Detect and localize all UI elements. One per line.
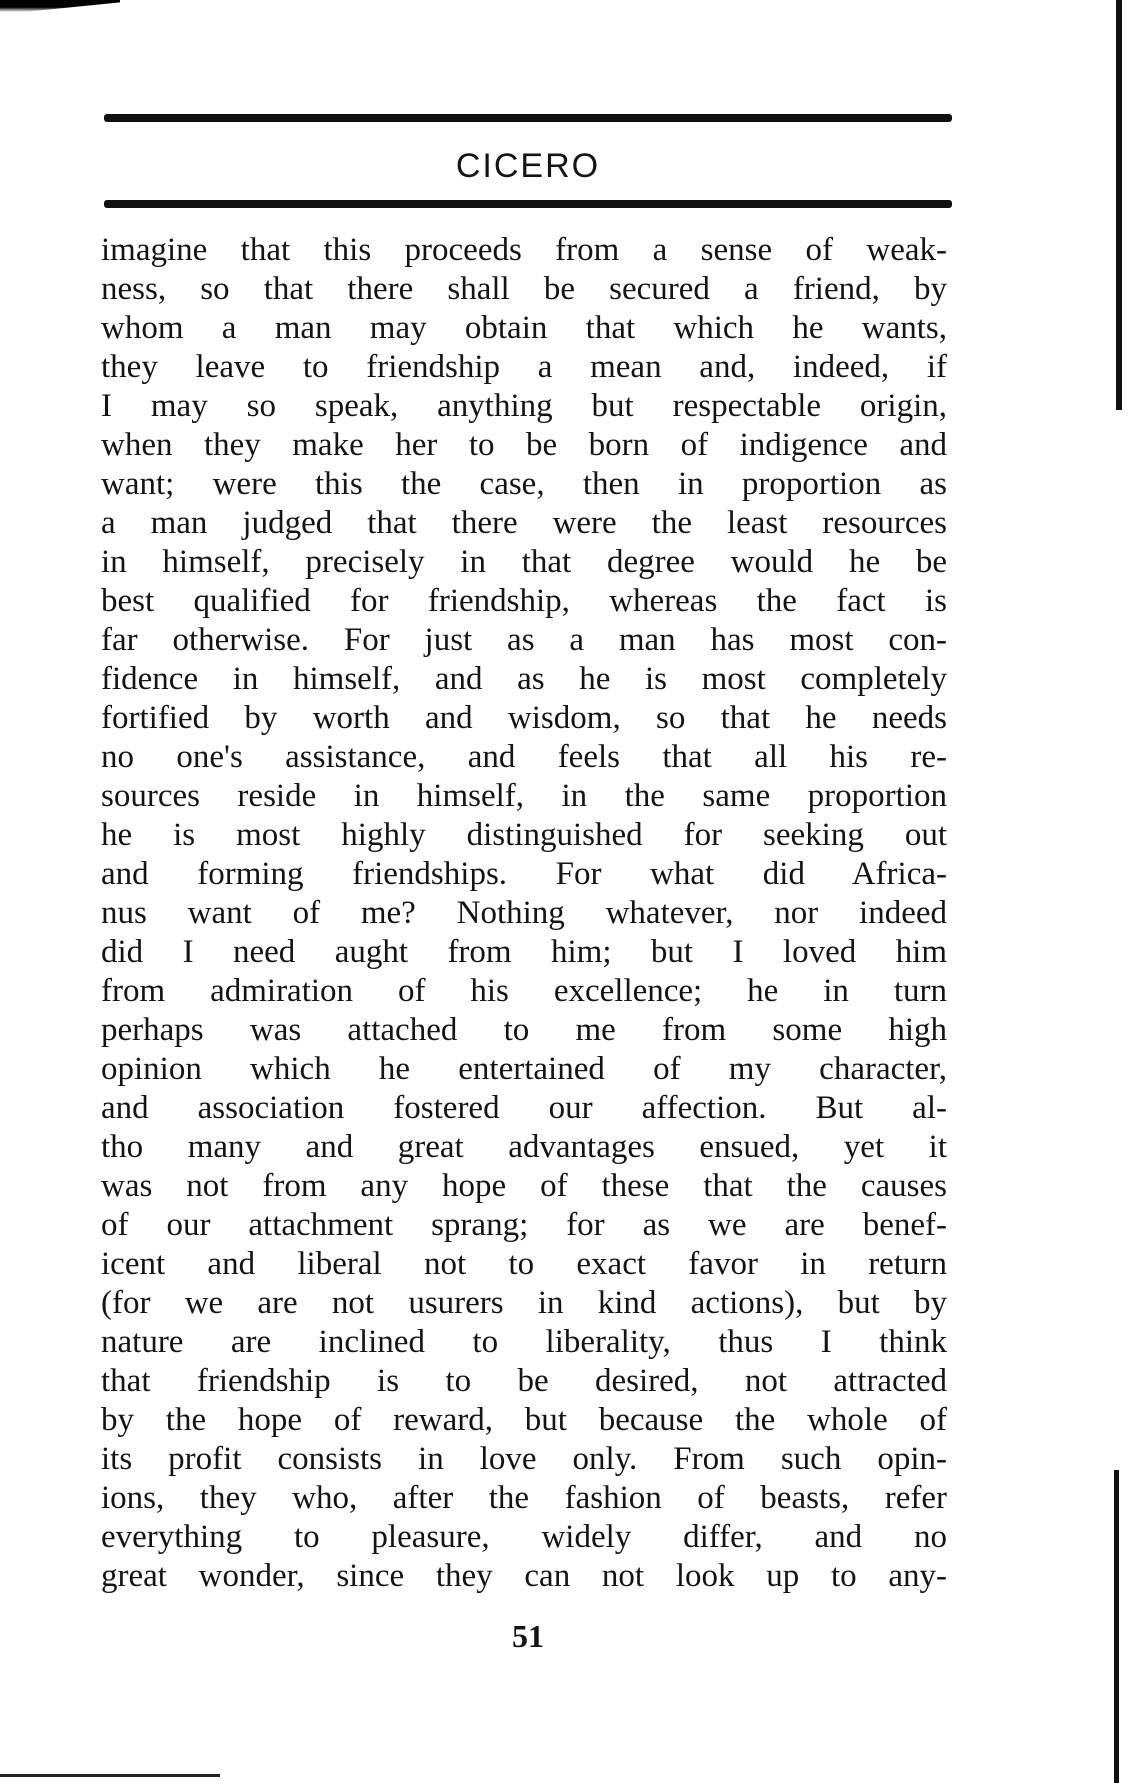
text-line: ions, they who, after the fashion of beasts, refer (101, 1480, 947, 1516)
text-line: that friendship is to be desired, not attracted (101, 1363, 947, 1399)
text-line: in himself, precisely in that degree would he be (101, 544, 947, 580)
text-line: when they make her to be born of indigence and (101, 427, 947, 463)
text-line: great wonder, since they can not look up to any- (101, 1558, 947, 1594)
header-rule-bottom (104, 200, 952, 208)
header-rule-top (104, 114, 952, 122)
text-line: want; were this the case, then in proportion as (101, 466, 947, 502)
text-line: nus want of me? Nothing whatever, nor indeed (101, 895, 947, 931)
text-line: and association fostered our affection. But al- (101, 1090, 947, 1126)
scan-corner-mark (0, 0, 120, 12)
text-line: they leave to friendship a mean and, indeed, if (101, 349, 947, 385)
text-line: its profit consists in love only. From such opin- (101, 1441, 947, 1477)
text-line: ness, so that there shall be secured a friend, by (101, 271, 947, 307)
text-line: I may so speak, anything but respectable origin, (101, 388, 947, 424)
scan-edge-line (1114, 1470, 1119, 1783)
body-text (101, 231, 947, 1596)
text-line: was not from any hope of these that the causes (101, 1168, 947, 1204)
running-head: CICERO (455, 147, 601, 185)
text-line: fortified by worth and wisdom, so that he needs (101, 700, 947, 736)
text-line: everything to pleasure, widely differ, and no (101, 1519, 947, 1555)
text-line: far otherwise. For just as a man has most con- (101, 622, 947, 658)
text-line: (for we are not usurers in kind actions), but by (101, 1285, 947, 1321)
text-line: opinion which he entertained of my character, (101, 1051, 947, 1087)
text-line: sources reside in himself, in the same proportion (101, 778, 947, 814)
scan-edge-line (1116, 0, 1122, 410)
scan-bottom-mark (0, 1774, 220, 1777)
text-line: tho many and great advantages ensued, yet it (101, 1129, 947, 1165)
text-line: icent and liberal not to exact favor in return (101, 1246, 947, 1282)
text-line: no one's assistance, and feels that all his re- (101, 739, 947, 775)
text-line: from admiration of his excellence; he in turn (101, 973, 947, 1009)
text-line: he is most highly distinguished for seeking out (101, 817, 947, 853)
text-line: perhaps was attached to me from some high (101, 1012, 947, 1048)
text-line: a man judged that there were the least resources (101, 505, 947, 541)
text-line: best qualified for friendship, whereas the fact is (101, 583, 947, 619)
text-line: of our attachment sprang; for as we are benef- (101, 1207, 947, 1243)
text-line: imagine that this proceeds from a sense of weak- (101, 232, 947, 268)
text-line: did I need aught from him; but I loved him (101, 934, 947, 970)
text-line: by the hope of reward, but because the whole of (101, 1402, 947, 1438)
text-line: fidence in himself, and as he is most completely (101, 661, 947, 697)
text-line: nature are inclined to liberality, thus I think (101, 1324, 947, 1360)
text-line: whom a man may obtain that which he wants, (101, 310, 947, 346)
text-line: and forming friendships. For what did Africa- (101, 856, 947, 892)
page-number: 51 (512, 1618, 544, 1654)
